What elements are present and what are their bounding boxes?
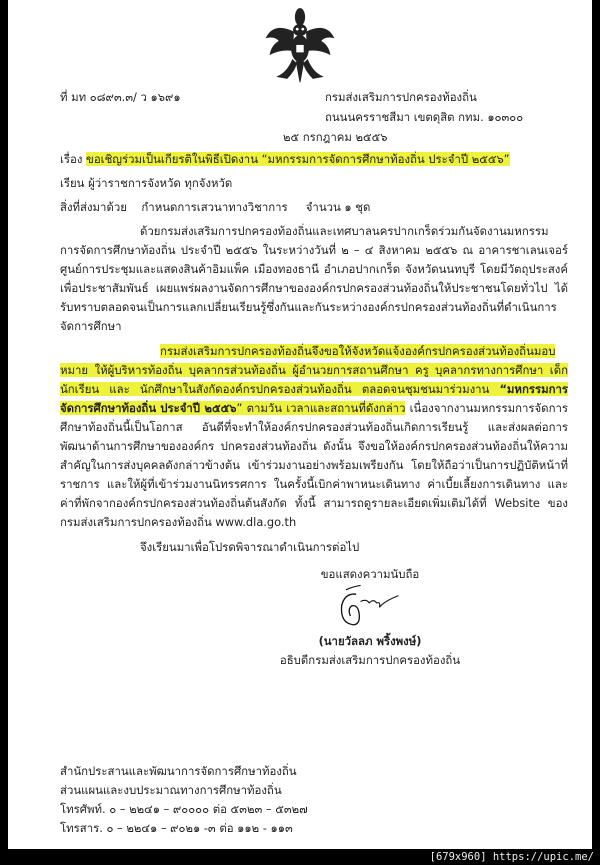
recipient-text: ผู้ว่าราชการจังหวัด ทุกจังหวัด: [88, 176, 233, 190]
paragraph-2-line: ในครั้งนี้เบิกค่าพาหนะเดินทาง ค่าเบี้ยเลี้ยงการเดินทาง และค่าที่พักจากองค์กรปกครองส่วนท้องถิ่นต้นสังกัด: [60, 477, 568, 510]
recipient-line: [60, 174, 568, 193]
image-host-watermark: [679x960] https://upic.me/: [429, 851, 594, 863]
paragraph-2-line: ให้ผู้บริหารท้องถิ่น บุคลากรส่วนท้องถิ่น ผู้อำนวยการสถานศึกษา ครู บุคลากรทางการศึกษา เด็กนักเรียน และ: [60, 363, 568, 396]
enclosure-quantity: จำนวน ๑ ชุด: [305, 200, 371, 214]
paragraph-2-line: กรมส่งเสริมการปกครองท้องถิ่นจึงขอให้จังหวัดแจ้งองค์กรปกครองส่วนท้องถิ่นมอบหมาย: [60, 344, 556, 377]
paragraph-1-line: ได้รับทราบตลอดจนเป็นการแลกเปลี่ยนเรียนรู้ซึ่งกันและกันระหว่างองค์กรปกครองส่วนท้องถิ่นที่ดำเนินการ: [60, 281, 569, 314]
footer-phone: โทรศัพท์. ๐ – ๒๒๔๑ – ๙๐๐๐๐ ต่อ ๕๓๒๓ – ๕๓๒๗: [60, 802, 308, 816]
date: [283, 129, 387, 145]
event-name-bold: “มหกรรมการจัดการศึกษาท้องถิ่น: [60, 382, 568, 415]
paragraph-2-line: อันดีที่จะทำให้องค์กรปกครองส่วนท้องถิ่นเกิดการเรียนรู้ และส่งผลต่อการพัฒนาด้านการศึกษาขององค์กร: [60, 420, 568, 453]
signature-icon: [330, 584, 410, 632]
letter-body: [60, 150, 568, 670]
signature-block: [250, 565, 490, 670]
closing-sentence: จึงเรียนมาเพื่อโปรดพิจารณาดำเนินการต่อไป: [140, 540, 360, 554]
garuda-emblem-icon: [262, 4, 338, 84]
org-address: ถนนนครราชสีมา เขตดุสิต กทม. ๑๐๓๐๐: [325, 110, 524, 124]
paragraph-2-line: นักศึกษาในสังกัดองค์กรปกครองส่วนท้องถิ่น ตลอดจนชุมชนมาร่วมงาน: [139, 382, 490, 396]
paragraph-1: [60, 222, 568, 336]
paragraph-2-text: ทั้งนี้ สามารถดูรายละเอียดเพิ่มเติมได้ที่ Website ของกรมส่งเสริมการปกครองท้องถิ่น: [60, 496, 568, 529]
signoff: ขอแสดงความนับถือ: [320, 567, 420, 581]
paragraph-2-line: เข้าร่วมงานอย่างพร้อมเพรียงกัน โดยให้ถือว่าเป็นการปฏิบัติหน้าที่ราชการ และให้ผู้ที่เข้าร่วมงานนิทรรศการ: [60, 458, 568, 491]
subject-line: [60, 150, 568, 169]
paragraph-1-line: จัดการศึกษา: [60, 319, 122, 333]
footer-contact: [60, 762, 308, 838]
reference-number: ที่ มท ๐๘๙๓.๓/ ว ๑๖๙๑: [60, 90, 181, 104]
recipient-label: เรียน: [60, 176, 85, 190]
website-link[interactable]: www.dla.go.th: [215, 515, 297, 529]
paragraph-2-text: ” ตามวัน เวลาและสถานที่ดังกล่าว: [236, 401, 406, 415]
paragraph-1-line: ศูนย์การประชุมและแสดงสินค้าอิมแพ็ค เมืองทองธานี อำเภอปากเกร็ด จังหวัดนนทบุรี โดยมีวัตถุประสงค์: [60, 262, 568, 276]
signer-title: อธิบดีกรมส่งเสริมการปกครองท้องถิ่น: [279, 653, 461, 667]
paragraph-2-text: เนื่องจากงานมหกรรมการจัดการศึกษาท้องถิ่นนี้เป็นโอกาส: [60, 401, 568, 434]
date-day-handwritten: ๒๕: [283, 130, 300, 144]
date-month-year: กรกฎาคม ๒๕๕๖: [302, 130, 388, 144]
paragraph-2-line: ปกครองส่วนท้องถิ่น ดังนั้น จึงขอให้องค์กรปกครองส่วนท้องถิ่นให้ความสำคัญในการส่งบุคคลดังกล่าวข้างต้น: [60, 439, 569, 472]
footer-division: ส่วนแผนและงบประมาณทางการศึกษาท้องถิ่น: [60, 783, 282, 797]
paragraph-1-line: ด้วยกรมส่งเสริมการปกครองท้องถิ่นและเทศบาลนครปากเกร็ดร่วมกันจัดงานมหกรรม: [140, 224, 549, 238]
signer-name: (นายวัลลภ พริ้งพงษ์): [318, 634, 422, 648]
subject-label: เรื่อง: [60, 152, 83, 166]
enclosure-label: สิ่งที่ส่งมาด้วย: [60, 200, 127, 214]
footer-fax: โทรสาร. ๐ – ๒๒๔๑ – ๙๐๒๑ -๓ ต่อ ๑๑๒ - ๑๑๓: [60, 821, 293, 835]
paragraph-1-line: การจัดการศึกษาท้องถิ่น ประจำปี ๒๕๕๖ ในระหว่างวันที่ ๒ – ๔ สิงหาคม ๒๕๕๖ ณ อาคารชาเลนเจอร์: [60, 243, 568, 257]
org-name: กรมส่งเสริมการปกครองท้องถิ่น: [325, 90, 477, 104]
paragraph-1-line: เพื่อประชาสัมพันธ์ เผยแพร่ผลงานจัดการศึกษาขององค์กรปกครองส่วนท้องถิ่นให้ประชาชนโดยทั่วไป: [60, 281, 548, 295]
subject-text: ขอเชิญร่วมเป็นเกียรติในพิธีเปิดงาน “มหกรรมการจัดการศึกษาท้องถิ่น ประจำปี ๒๕๕๖”: [86, 152, 510, 166]
event-year-bold: ประจำปี ๒๕๕๖: [160, 401, 237, 415]
enclosure-line: [60, 198, 568, 217]
footer-department: สำนักประสานและพัฒนาการจัดการศึกษาท้องถิ่น: [60, 764, 297, 778]
paragraph-2: [60, 342, 568, 532]
enclosure-text: กำหนดการเสวนาทางวิชาการ: [141, 200, 288, 214]
